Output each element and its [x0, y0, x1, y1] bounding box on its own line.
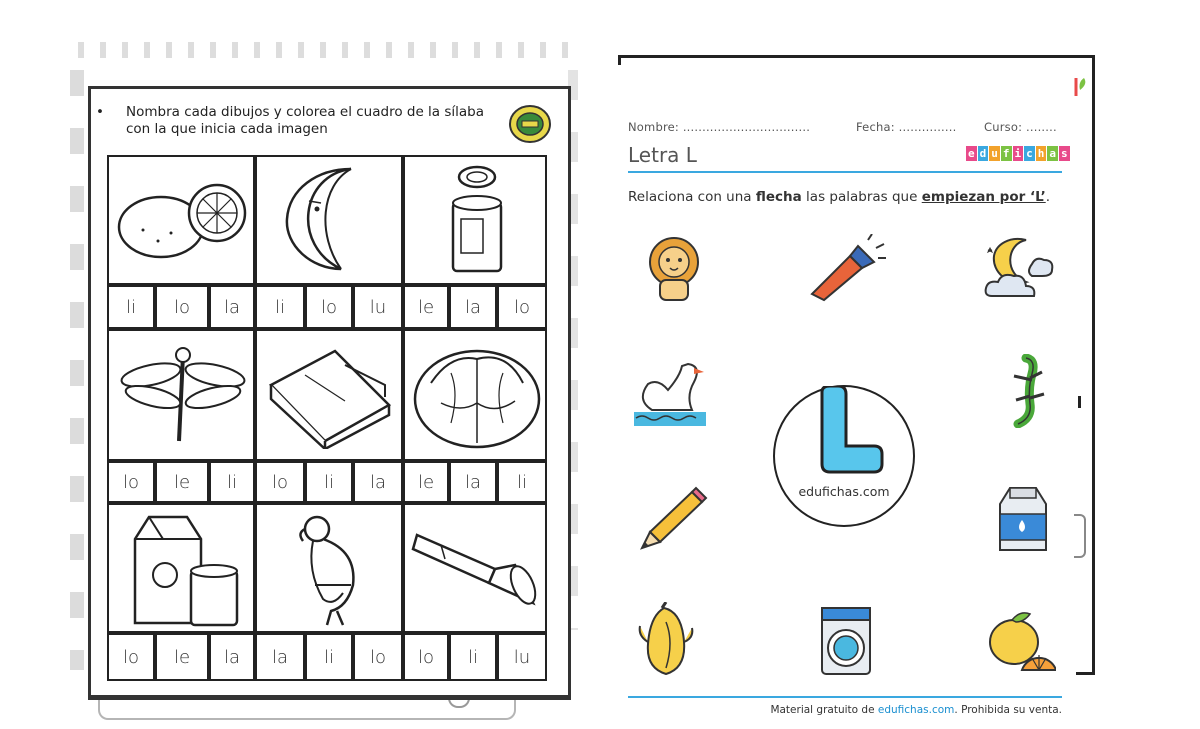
lettuce-icon	[411, 343, 543, 451]
syllable-box[interactable]: lu	[353, 285, 403, 329]
edufichas-logo	[966, 146, 1070, 161]
lemon-icon[interactable]	[986, 608, 1056, 672]
books-icon	[265, 345, 395, 449]
syllable-box[interactable]: le	[155, 461, 209, 503]
instruction-mid: las palabras que	[801, 189, 922, 205]
right-sheet-right-border	[1092, 55, 1095, 675]
picture-cell	[255, 155, 403, 285]
can-icon	[445, 163, 509, 277]
picture-cell	[403, 155, 547, 285]
milk-carton-icon[interactable]	[992, 484, 1052, 554]
syllable-box[interactable]: li	[305, 461, 353, 503]
footer-text	[628, 704, 1062, 716]
instruction-post: .	[1045, 189, 1051, 205]
police-badge-icon	[508, 102, 552, 146]
syllable-box[interactable]: li	[255, 285, 305, 329]
instruction-bullet: •	[96, 104, 104, 120]
swan-icon[interactable]	[632, 356, 708, 428]
instruction-text: Nombra cada dibujos y colorea el cuadro de la sílaba con la que inicia cada imagen	[126, 104, 485, 137]
syllable-box[interactable]: li	[107, 285, 155, 329]
syllable-box[interactable]: lu	[497, 633, 547, 681]
logo-letter: a	[1049, 147, 1056, 160]
milk-carton-icon	[129, 511, 245, 629]
instruction-underlined: empiezan por ‘L’	[921, 189, 1046, 205]
right-sheet-top-border	[618, 55, 1094, 58]
footer-pre: Material gratuito de	[770, 704, 878, 716]
picture-cell	[107, 329, 255, 461]
footer-post: . Prohibida su venta.	[954, 704, 1062, 716]
picture-cell	[107, 155, 255, 285]
syllable-box[interactable]: lo	[255, 461, 305, 503]
syllable-box[interactable]: le	[155, 633, 209, 681]
picture-cell	[403, 503, 547, 633]
syllable-box[interactable]: li	[209, 461, 255, 503]
lemon-icon	[113, 175, 249, 265]
lion-icon[interactable]	[640, 236, 708, 302]
logo-letter: f	[1002, 147, 1010, 160]
syllable-box[interactable]: lo	[107, 461, 155, 503]
syllable-box[interactable]: la	[209, 633, 255, 681]
lizard-icon[interactable]	[1000, 354, 1052, 428]
footer-line	[628, 696, 1062, 698]
footer-link[interactable]: edufichas.com	[877, 704, 955, 716]
flashlight-icon[interactable]	[806, 234, 886, 302]
nombre-label: Nombre: .................................	[628, 120, 811, 134]
right-sheet-bottom-corner	[1076, 672, 1095, 675]
instruction-pre: Relaciona con una	[628, 189, 756, 205]
syllable-box[interactable]: lo	[107, 633, 155, 681]
decorative-top-dashes	[78, 42, 573, 58]
pencil-icon[interactable]	[636, 484, 708, 552]
logo-letter: e	[968, 147, 975, 160]
syllable-box[interactable]: lo	[155, 285, 209, 329]
syllable-box[interactable]: li	[497, 461, 547, 503]
logo-letter: s	[1061, 147, 1068, 160]
logo-letter: u	[991, 147, 998, 160]
syllable-box[interactable]: lo	[497, 285, 547, 329]
page-curl	[1074, 514, 1086, 558]
syllable-box[interactable]: le	[403, 285, 449, 329]
instruction-bold: flecha	[755, 189, 802, 205]
center-url: edufichas.com	[798, 484, 890, 499]
right-instruction	[628, 189, 1050, 205]
syllable-box[interactable]: la	[353, 461, 403, 503]
decorative-left-dashes	[70, 70, 84, 670]
logo-letter: d	[979, 147, 987, 160]
right-sheet-corner	[618, 55, 621, 65]
syllable-box[interactable]: li	[449, 633, 497, 681]
picture-cell	[107, 503, 255, 633]
picture-cell	[255, 329, 403, 461]
moon-cloud-icon[interactable]	[982, 234, 1058, 302]
scroll-marker	[1078, 396, 1081, 408]
fecha-label: Fecha: ...............	[856, 120, 957, 134]
syllable-grid	[107, 155, 547, 681]
title-underline	[628, 171, 1062, 173]
syllable-box[interactable]: la	[449, 285, 497, 329]
logo-letter: h	[1037, 147, 1045, 160]
syllable-box[interactable]: lo	[305, 285, 353, 329]
dragonfly-icon	[119, 341, 247, 449]
syllable-box[interactable]: lo	[403, 633, 449, 681]
logo-letter: i	[1014, 147, 1022, 160]
picture-cell	[403, 329, 547, 461]
page-title: Letra L	[628, 143, 697, 167]
washing-machine-icon[interactable]	[818, 606, 874, 676]
banana-icon[interactable]	[634, 602, 698, 678]
syllable-box[interactable]: la	[255, 633, 305, 681]
syllable-box[interactable]: lo	[353, 633, 403, 681]
syllable-box[interactable]: la	[449, 461, 497, 503]
moon-icon	[281, 165, 381, 277]
letter-l-graphic	[812, 386, 886, 478]
flashlight-icon	[411, 519, 543, 611]
syllable-box[interactable]: le	[403, 461, 449, 503]
syllable-box[interactable]: la	[209, 285, 255, 329]
parrot-icon	[293, 511, 373, 627]
picture-cell	[255, 503, 403, 633]
logo-letter: c	[1026, 147, 1033, 160]
curso-label: Curso: ........	[984, 120, 1057, 134]
leaf-icon	[1072, 76, 1088, 98]
syllable-box[interactable]: li	[305, 633, 353, 681]
